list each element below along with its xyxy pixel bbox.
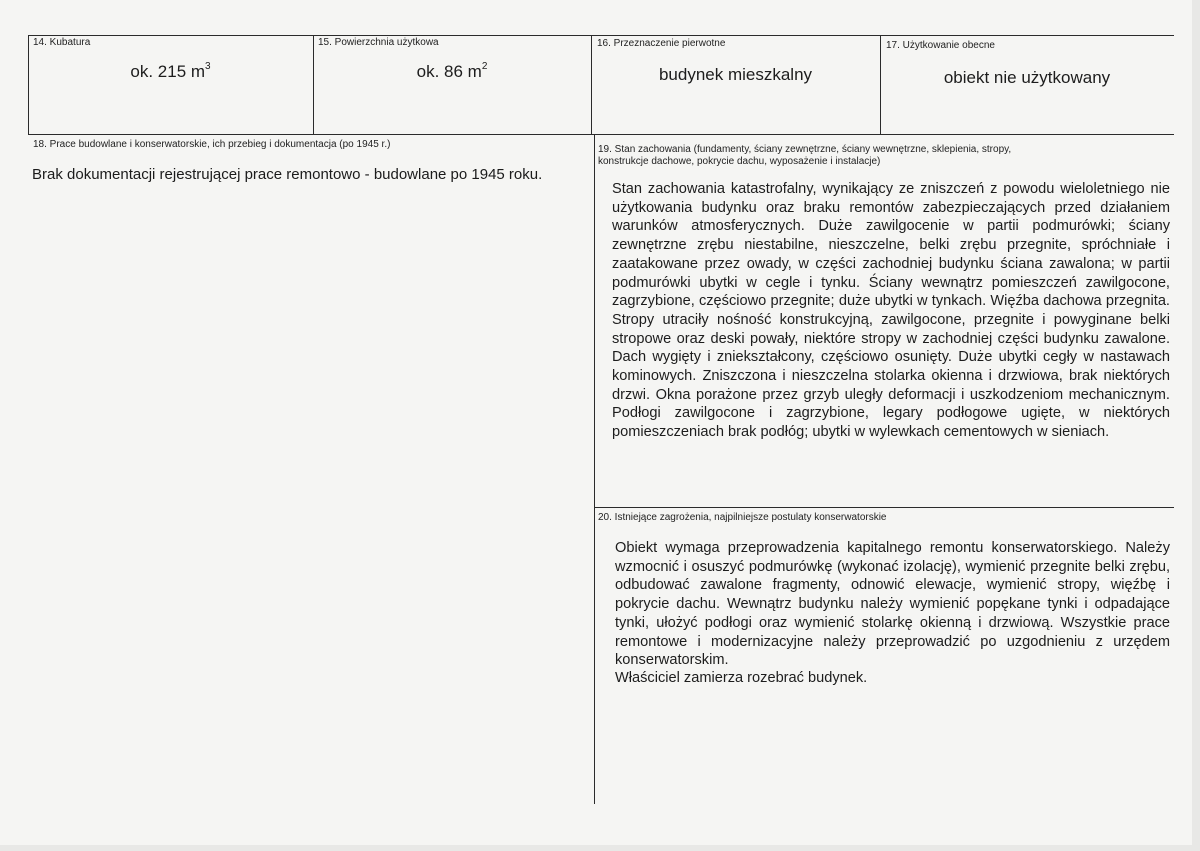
divider-18-19 (594, 134, 595, 804)
scan-right-edge (1192, 0, 1200, 851)
field-15-unit-sup: 2 (481, 61, 488, 73)
field-14-label: 14. Kubatura (33, 37, 91, 48)
field-15-value-text: ok. 86 m (416, 62, 482, 81)
field-17-value: obiekt nie użytkowany (943, 68, 1111, 87)
field-19-value: Stan zachowania katastrofalny, wynikający ze zniszczeń z powodu wieloletniego nie użytkowania budynku oraz braku remontów zabezpieczających przed działaniem warunków atmosferycznych. Duże zawilgocenie w partii podmurówki; ściany zewnętrzne zrębu niestabilne, nieszczelne, belki zrębu przegnite, spróchniałe i zaatakowane przez owady, w części zachodniej budynku ściana zawalona; w partii podmurówki ubytki w cegle i tynku. Ściany wewnątrz pomieszczeń zawilgocone, zagrzybione, częściowo przegnite; duże ubytki w tynkach. Więźba dachowa przegnita. Stropy utraciły nośność konstrukcyjną, zawilgocone, przegnite i powyginane belki stropowe oraz deski powały, niektóre stropy w zachodniej części budynku zawalone. Dach wygięty i zniekształcony, częściowo osunięty. Duże ubytki cegły w nastawach kominowych. Zniszczona i nieszczelna stolarka okienna i drzwiowa, brak niektórych drzwi. Okna porażone przez grzyb uległy deformacji i uszkodzeniom mechanicznym. Podłogi zawilgocone i zagrzybione, legary podłogowe ugięte, w niektórych pomieszczeniach brak podłóg; ubytki w wylewkach cementowych w sieniach. (612, 181, 1170, 441)
field-17-label: 17. Użytkowanie obecne (886, 40, 995, 51)
field-20-value: Obiekt wymaga przeprowadzenia kapitalnego remontu konserwatorskiego. Należy wzmocnić i osuszyć podmurówkę (wykonać izolację), wymienić przegnite belki zrębu, odbudować zawalone fragmenty, odnowić elewacje, wymienić stropy, więźbę i pokrycie dachu. Wewnątrz budynku należy wymienić popękane tynki i odpadające tynki, ułożyć podłogi oraz wymienić stolarkę okienną i drzwiową. Wszystkie prace remontowe i modernizacyjne należy przeprowadzić po uzgodnieniu z urzędem konserwatorskim. (615, 540, 1170, 669)
field-20-value-2: Właściciel zamierza rozebrać budynek. (615, 670, 868, 686)
field-16-label: 16. Przeznaczenie pierwotne (597, 38, 726, 49)
divider-15-16 (591, 35, 592, 135)
field-16-value: budynek mieszkalny (658, 65, 813, 84)
field-14-value-text: ok. 215 m (130, 62, 206, 81)
field-15-value (313, 62, 591, 82)
field-14-unit-sup: 3 (205, 61, 211, 73)
field-19-label-line1: 19. Stan zachowania (fundamenty, ściany zewnętrzne, ściany wewnętrzne, sklepienia, stropy, (598, 144, 1012, 155)
field-19-label-line2: konstrukcje dachowe, pokrycie dachu, wyposażenie i instalacje) (598, 156, 881, 167)
scan-bottom-edge (0, 845, 1200, 851)
top-border (28, 35, 1174, 36)
divider-14-15 (313, 35, 314, 135)
field-18-value: Brak dokumentacji rejestrującej prace remontowo - budowlane po 1945 roku. (32, 166, 543, 183)
field-18-label: 18. Prace budowlane i konserwatorskie, ich przebieg i dokumentacja (po 1945 r.) (33, 139, 391, 150)
field-20-label: 20. Istniejące zagrożenia, najpilniejsze postulaty konserwatorskie (598, 512, 887, 523)
f19-bottom-border (594, 507, 1174, 508)
left-border (28, 35, 29, 135)
field-15-label: 15. Powierzchnia użytkowa (318, 37, 439, 48)
field-14-value (28, 62, 313, 82)
row1-bottom-border (28, 134, 1174, 135)
